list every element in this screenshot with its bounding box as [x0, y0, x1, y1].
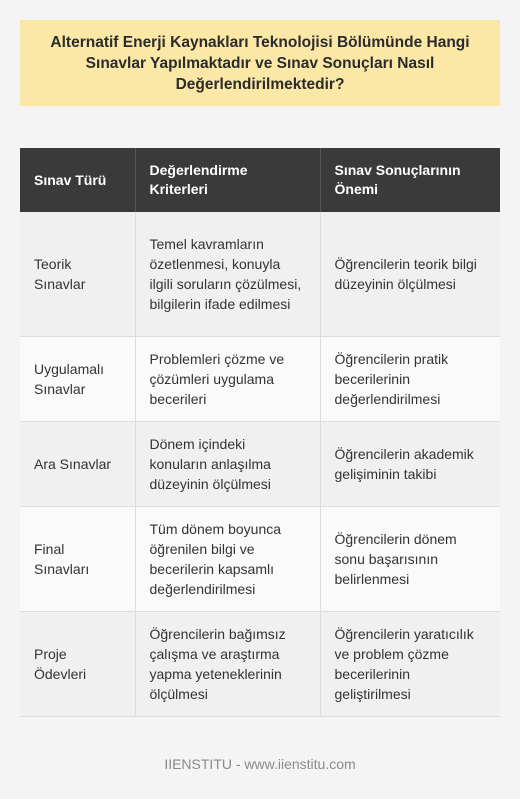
exam-type-cell: Ara Sınavlar — [20, 422, 135, 507]
criteria-cell: Temel kavramların özetlenmesi, konuyla ilgili soruların çözülmesi, bilgilerin ifade edilmesi — [135, 212, 320, 337]
table-row — [20, 212, 500, 337]
title-banner — [20, 20, 500, 106]
table-row — [20, 422, 500, 507]
header-exam-type: Sınav Türü — [20, 148, 135, 212]
table-row — [20, 507, 500, 612]
exam-type-cell: Final Sınavları — [20, 507, 135, 612]
exam-type-cell: Teorik Sınavlar — [20, 212, 135, 337]
importance-cell: Öğrencilerin yaratıcılık ve problem çözme becerilerinin geliştirilmesi — [320, 612, 500, 717]
importance-cell: Öğrencilerin dönem sonu başarısının belirlenmesi — [320, 507, 500, 612]
exam-type-cell: Uygulamalı Sınavlar — [20, 337, 135, 422]
footer-credit: IIENSTITU - www.iienstitu.com — [164, 756, 356, 772]
importance-cell: Öğrencilerin pratik becerilerinin değerlendirilmesi — [320, 337, 500, 422]
table-header-row — [20, 148, 500, 212]
criteria-cell: Dönem içindeki konuların anlaşılma düzeyinin ölçülmesi — [135, 422, 320, 507]
table-row — [20, 612, 500, 717]
importance-cell: Öğrencilerin teorik bilgi düzeyinin ölçülmesi — [320, 212, 500, 337]
header-importance: Sınav Sonuçlarının Önemi — [320, 148, 500, 212]
table-row — [20, 337, 500, 422]
page-title: Alternatif Enerji Kaynakları Teknolojisi Bölümünde Hangi Sınavlar Yapılmaktadır ve Sınav Sonuçları Nasıl Değerlendirilmektedir? — [50, 33, 470, 93]
criteria-cell: Tüm dönem boyunca öğrenilen bilgi ve becerilerin kapsamlı değerlendirilmesi — [135, 507, 320, 612]
exam-table — [20, 148, 500, 717]
header-criteria: Değerlendirme Kriterleri — [135, 148, 320, 212]
importance-cell: Öğrencilerin akademik gelişiminin takibi — [320, 422, 500, 507]
criteria-cell: Öğrencilerin bağımsız çalışma ve araştırma yapma yeteneklerinin ölçülmesi — [135, 612, 320, 717]
criteria-cell: Problemleri çözme ve çözümleri uygulama becerileri — [135, 337, 320, 422]
exam-type-cell: Proje Ödevleri — [20, 612, 135, 717]
